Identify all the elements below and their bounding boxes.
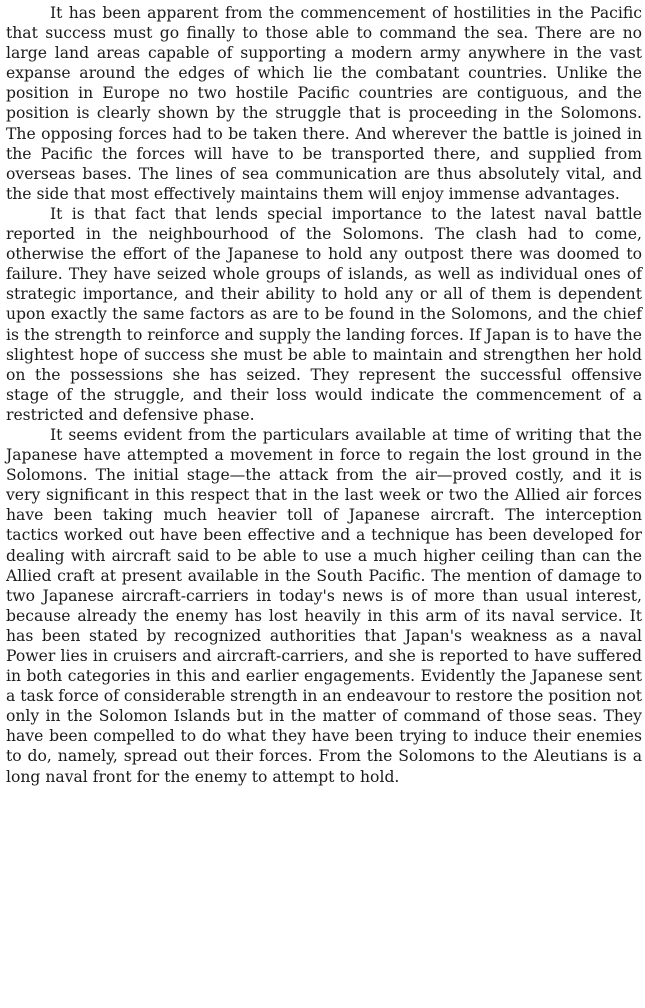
paragraph-1: It has been apparent from the commencement of hostilities in the Pacific that success must go finally to those able to command the sea. There are no large land areas capable of supporting a modern army anywhere in the vast expanse around the edges of which lie the combatant countries. Unlike the position in Europe no two hostile Pacific countries are contiguous, and the position is clearly shown by the struggle that is proceeding in the Solomons. The opposing forces had to be taken there. And wherever the battle is joined in the Pacific the forces will have to be transported there, and supplied from overseas bases. The lines of sea communication are thus absolutely vital, and the side that most effectively maintains them will enjoy immense advantages.	[6, 4, 642, 203]
paragraph-3: It seems evident from the particulars available at time of writing that the Japanese have attempted a movement in force to regain the lost ground in the Solomons. The initial stage—the attack from the air—proved costly, and it is very significant in this respect that in the last week or two the Allied air forces have been taking much heavier toll of Japanese aircraft. The interception tactics worked out have been effective and a technique has been developed for dealing with aircraft said to be able to use a much higher ceiling than can the Allied craft at present available in the South Pacific. The mention of damage to two Japanese aircraft-carriers in today's news is of more than usual interest, because already the enemy has lost heavily in this arm of its naval service. It has been stated by recognized authorities that Japan's weakness as a naval Power lies in cruisers and aircraft-carriers, and she is reported to have suffered in both categories in this and earlier engagements. Evidently the Japanese sent a task force of considerable strength in an endeavour to restore the position not only in the Solomon Islands but in the matter of command of those seas. They have been compelled to do what they have been trying to induce their enemies to do, namely, spread out their forces. From the Solomons to the Aleutians is a long naval front for the enemy to attempt to hold.	[6, 425, 642, 786]
paragraph-2: It is that fact that lends special importance to the latest naval battle reported in the neighbourhood of the Solomons. The clash had to come, otherwise the effort of the Japanese to hold any outpost there was doomed to failure. They have seized whole groups of islands, as well as individual ones of strategic importance, and their ability to hold any or all of them is dependent upon exactly the same factors as are to be found in the Solomons, and the chief is the strength to reinforce and supply the landing forces. If Japan is to have the slightest hope of success she must be able to maintain and strengthen her hold on the possessions she has seized. They represent the successful offensive stage of the struggle, and their loss would indicate the commencement of a restricted and defensive phase.	[6, 204, 642, 424]
newspaper-article	[6, 3, 642, 787]
